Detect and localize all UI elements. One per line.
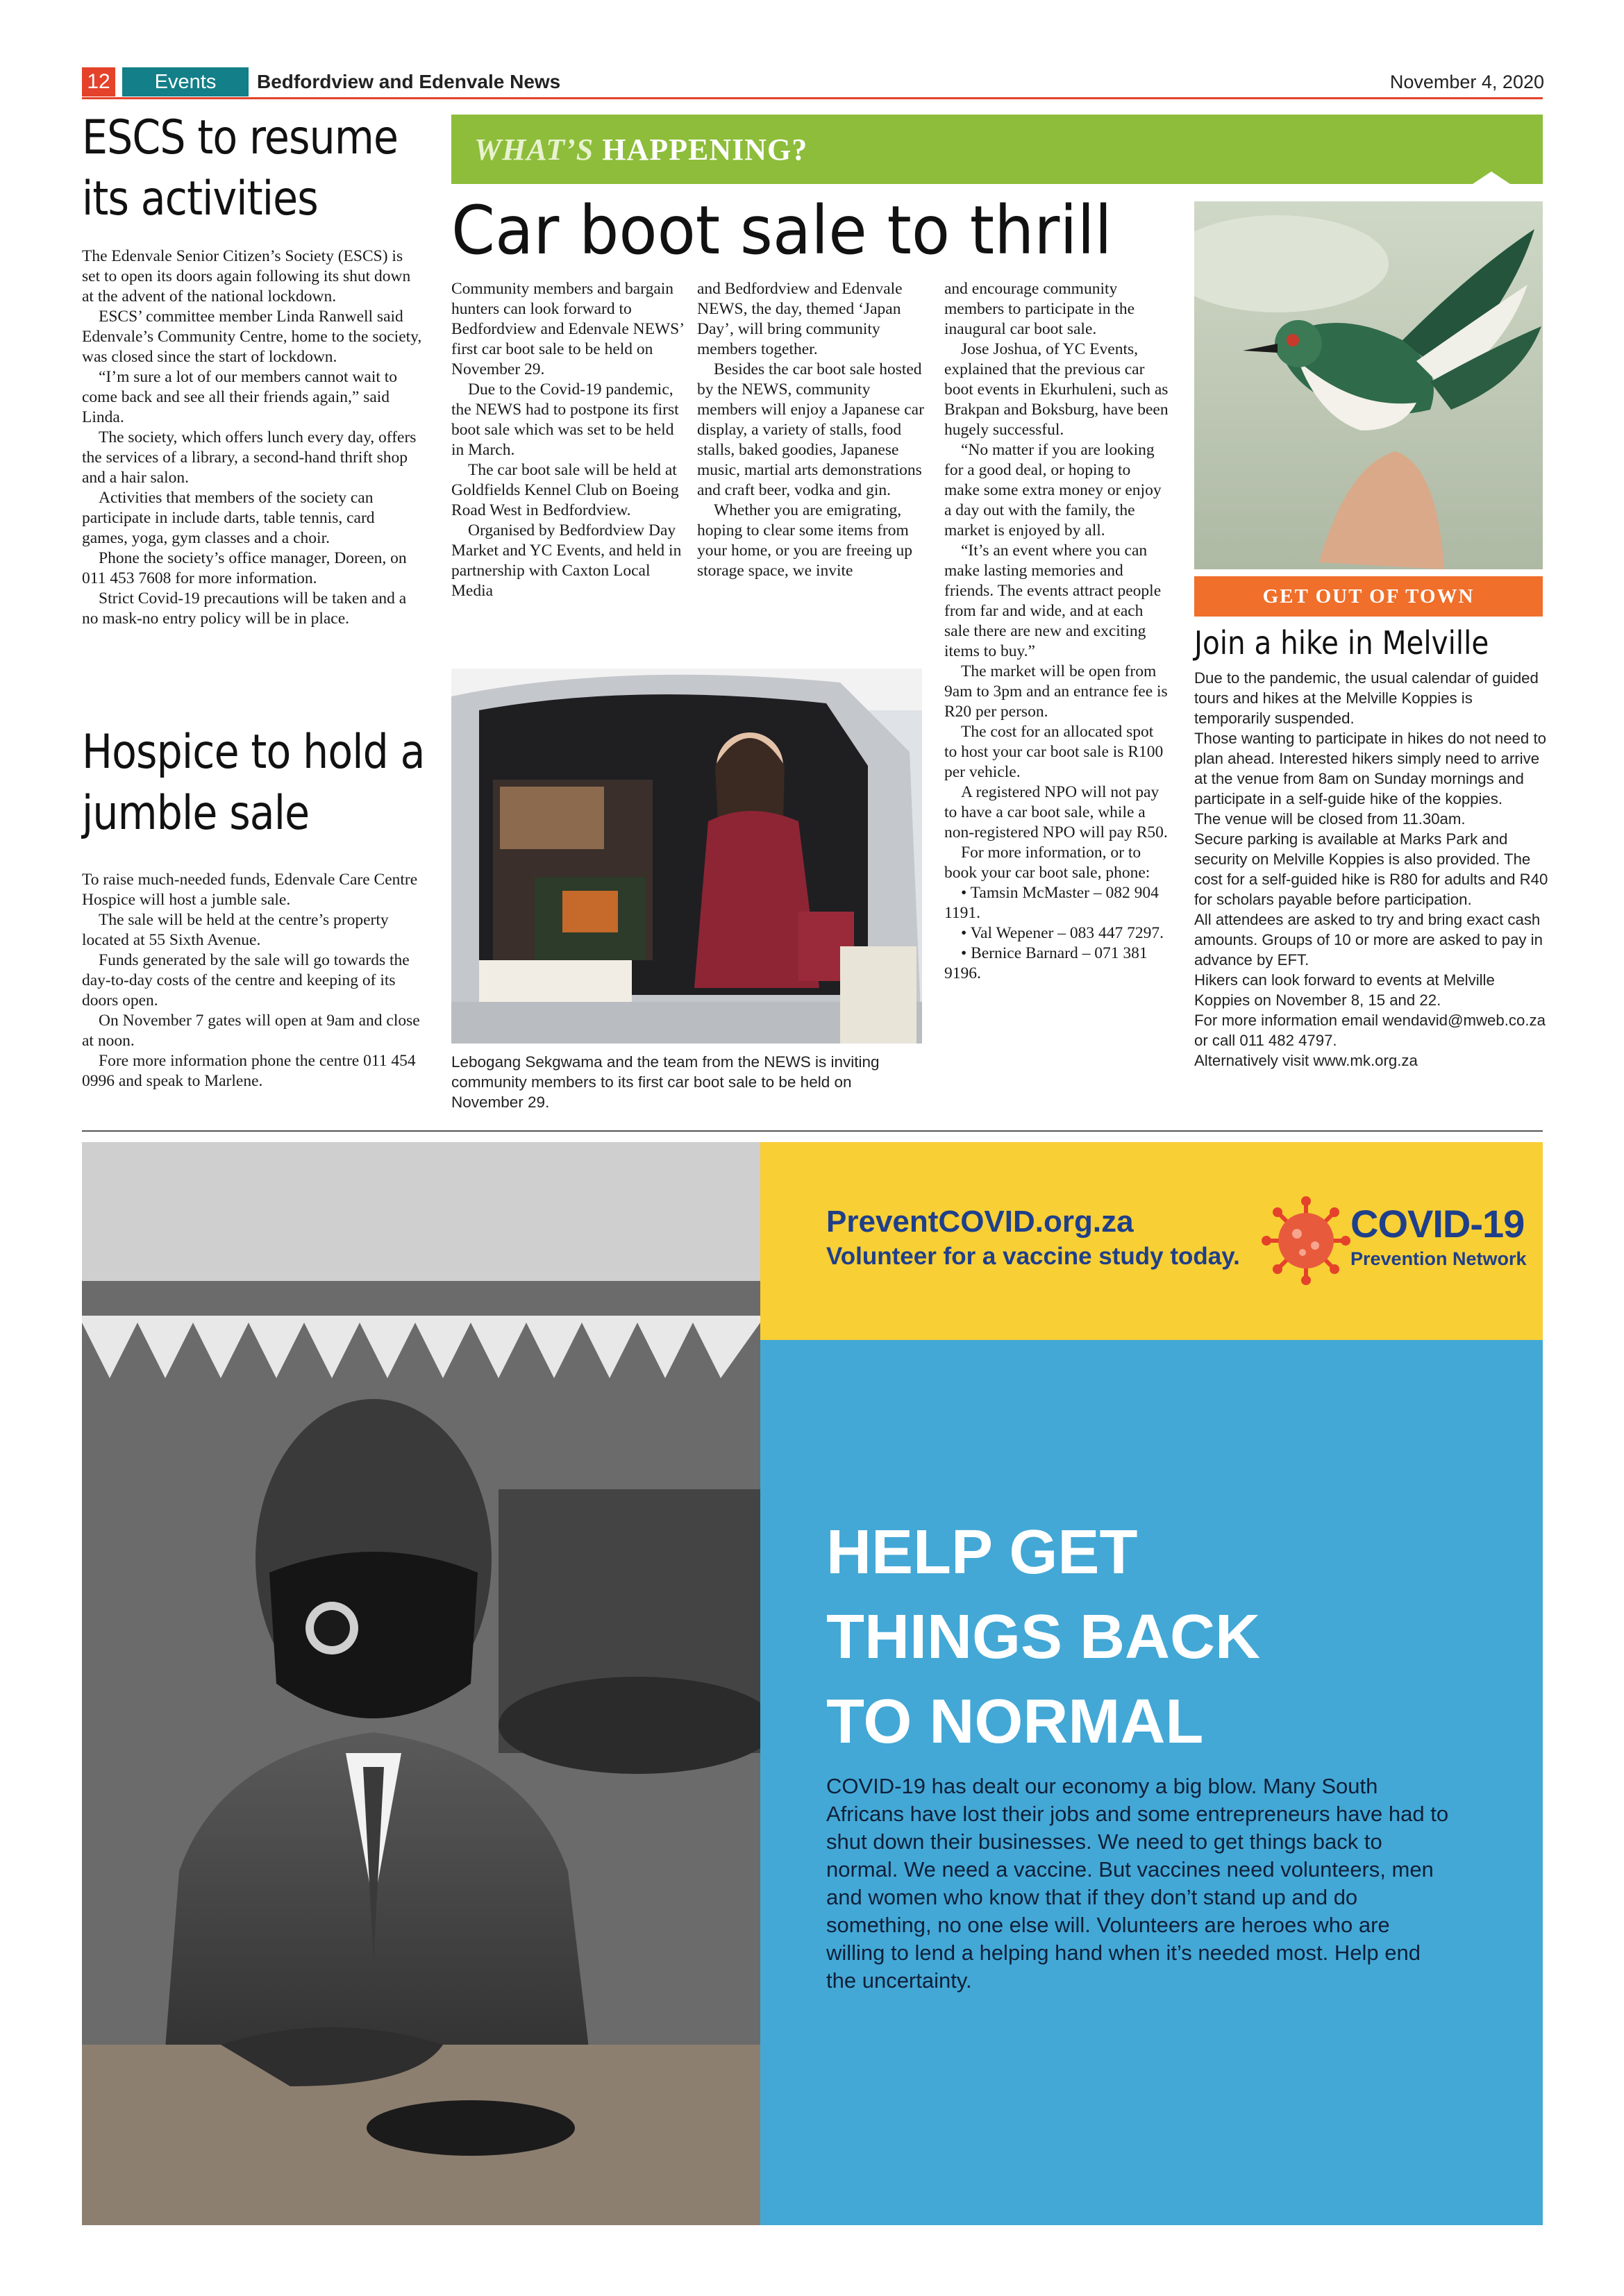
hike-para: Hikers can look forward to events at Melville Koppies on November 8, 15 and 22. xyxy=(1194,971,1495,1009)
hike-para: Those wanting to participate in hikes do not need to plan ahead. Interested hikers simply need to arrive at the venue from 8am on Sunday mornings and participate in a self-guide hike of the koppies. xyxy=(1194,730,1546,807)
bird-photo xyxy=(1194,201,1543,569)
escs-para: The Edenvale Senior Citizen’s Society (ESCS) is set to open its doors again following its shut down at the advent of the national lockdown. xyxy=(82,247,411,305)
car-para: • Val Wepener – 083 447 7297. xyxy=(961,924,1164,942)
hike-para: For more information email wendavid@mweb.co.za or call 011 482 4797. xyxy=(1194,1012,1546,1049)
car-boot-photo xyxy=(451,669,922,1044)
car-para: For more information, or to book your car boot sale, phone: xyxy=(944,844,1150,882)
whats-label-light: WHAT’S xyxy=(474,133,594,167)
content-divider xyxy=(82,1130,1543,1132)
advert-headline-line: HELP GET xyxy=(826,1518,1138,1587)
hike-para: The venue will be closed from 11.30am. xyxy=(1194,810,1466,828)
hike-para: Due to the pandemic, the usual calendar of guided tours and hikes at the Melville Koppies is temporarily suspended. xyxy=(1194,669,1539,727)
hospice-para: Funds generated by the sale will go towards the day-to-day costs of the centre and keeping of its doors open. xyxy=(82,951,410,1009)
escs-headline: ESCS to resume its activities xyxy=(82,110,399,226)
escs-para: ESCS’ committee member Linda Ranwell said Edenvale’s Community Centre, home to the society, was closed since the start of lockdown. xyxy=(82,308,422,366)
whats-happening-label xyxy=(474,132,807,167)
advert-tagline: Volunteer for a vaccine study today. xyxy=(826,1243,1240,1270)
car-boot-column-2 xyxy=(697,279,930,581)
car-para: The market will be open from 9am to 3pm and an entrance fee is R20 per person. xyxy=(944,662,1168,721)
car-para: • Bernice Barnard – 071 381 9196. xyxy=(944,944,1148,982)
issue-date: November 4, 2020 xyxy=(1389,72,1544,92)
car-para: “It’s an event where you can make lasting memories and friends. The events attract people from far and wide, and at each sale there are new and exciting items to buy.” xyxy=(944,542,1162,660)
advert-headline-line: THINGS BACK xyxy=(826,1602,1260,1672)
car-boot-column-3 xyxy=(944,279,1169,984)
car-para: and encourage community members to participate in the inaugural car boot sale. xyxy=(944,280,1135,338)
car-para: A registered NPO will not pay to have a car boot sale, while a non-registered NPO will pay R50. xyxy=(944,783,1168,841)
section-tab: Events xyxy=(122,67,249,97)
hospice-para: To raise much-needed funds, Edenvale Care Centre Hospice will host a jumble sale. xyxy=(82,871,418,909)
whats-label-bold: HAPPENING? xyxy=(602,133,808,167)
car-para: Community members and bargain hunters can look forward to Bedfordview and Edenvale NEWS’ first car boot sale to be held on November 29. xyxy=(451,280,684,378)
car-para: Besides the car boot sale hosted by the NEWS, community members will enjoy a Japanese car display, a variety of stalls, food stalls, baked goodies, Japanese music, martial arts demonstrations and craft beer, vodka and gin. xyxy=(697,360,924,499)
escs-para: Phone the society’s office manager, Doreen, on 011 453 7608 for more information. xyxy=(82,549,407,587)
car-para: Jose Joshua, of YC Events, explained that the previous car boot events in Ekurhuleni, such as Brakpan and Boksburg, have been hugely successful. xyxy=(944,340,1169,439)
hike-para: All attendees are asked to try and bring exact cash amounts. Groups of 10 or more are asked to pay in advance by EFT. xyxy=(1194,911,1543,969)
car-para: The car boot sale will be held at Goldfields Kennel Club on Boeing Road West in Bedfordview. xyxy=(451,461,679,519)
hospice-para: Fore more information phone the centre 011 454 0996 and speak to Marlene. xyxy=(82,1052,416,1090)
hike-body xyxy=(1194,668,1548,1071)
car-para: Due to the Covid-19 pandemic, the NEWS had to postpone its first boot sale which was set to be held in March. xyxy=(451,380,679,459)
escs-para: Activities that members of the society can participate in include darts, table tennis, card games, yoga, gym classes and a choir. xyxy=(82,489,375,547)
advert-brand-subtitle: Prevention Network xyxy=(1350,1248,1527,1269)
hospice-para: The sale will be held at the centre’s property located at 55 Sixth Avenue. xyxy=(82,911,389,949)
escs-para: Strict Covid-19 precautions will be taken and a no mask-no entry policy will be in place. xyxy=(82,589,407,628)
page-number: 12 xyxy=(82,67,115,97)
hospice-para: On November 7 gates will open at 9am and close at noon. xyxy=(82,1012,420,1050)
escs-para: The society, which offers lunch every day, offers the services of a library, a second-hand thrift shop and a hair salon. xyxy=(82,428,417,487)
car-para: and Bedfordview and Edenvale NEWS, the day, themed ‘Japan Day’, will bring community members together. xyxy=(697,280,903,358)
advert-body: COVID-19 has dealt our economy a big blow. Many South Africans have lost their jobs and some entrepreneurs have had to shut down their businesses. We need to get things back to normal. We need a vaccine. But vaccines need volunteers, men and women who know that if they don’t stand up and do something, no one else will. Volunteers are heroes who are willing to lend a helping hand when it’s needed most. Help end the uncertainty. xyxy=(826,1774,1449,1993)
car-para: • Tamsin McMaster – 082 904 1191. xyxy=(944,884,1159,922)
car-boot-headline: Car boot sale to thrill xyxy=(451,192,1112,269)
header-rule xyxy=(82,97,1543,99)
hike-headline: Join a hike in Melville xyxy=(1194,624,1489,662)
advert-url[interactable]: PreventCOVID.org.za xyxy=(826,1205,1134,1239)
hike-para: Alternatively visit www.mk.org.za xyxy=(1194,1052,1418,1069)
car-para: The cost for an allocated spot to host your car boot sale is R100 per vehicle. xyxy=(944,723,1164,781)
car-para: “No matter if you are looking for a good deal, or hoping to make some extra money or enjoy a day out with the family, the market is enjoyed by all. xyxy=(944,441,1162,539)
advert-photo-masked-man xyxy=(82,1142,760,2225)
hospice-body xyxy=(82,870,422,1091)
photo-caption: Lebogang Sekgwama and the team from the NEWS is inviting community members to its first car boot sale to be held on November 29. xyxy=(451,1053,880,1111)
advert-headline xyxy=(826,1510,1451,1764)
car-boot-column-1 xyxy=(451,279,685,601)
advert-brand: COVID-19 xyxy=(1350,1202,1525,1246)
escs-body xyxy=(82,246,422,629)
paper-name: Bedfordview and Edenvale News xyxy=(257,71,561,92)
section-label-get-out-of-town: GET OUT OF TOWN xyxy=(1194,576,1543,617)
virus-logo-icon xyxy=(1261,1196,1351,1286)
advert-headline-line: TO NORMAL xyxy=(826,1687,1204,1757)
hike-para: Secure parking is available at Marks Park and security on Melville Koppies is also provided. The cost for a self-guided hike is R80 for adults and R40 for scholars payable before participation. xyxy=(1194,830,1548,908)
banner-notch xyxy=(1471,171,1512,185)
hospice-headline: Hospice to hold a jumble sale xyxy=(82,725,425,841)
car-para: Organised by Bedfordview Day Market and YC Events, and held in partnership with Caxton Local Media xyxy=(451,521,682,600)
car-para: Whether you are emigrating, hoping to clear some items from your home, or you are freeing up storage space, we invite xyxy=(697,501,912,580)
escs-para: “I’m sure a lot of our members cannot wait to come back and see all their friends again,” said Linda. xyxy=(82,368,398,426)
